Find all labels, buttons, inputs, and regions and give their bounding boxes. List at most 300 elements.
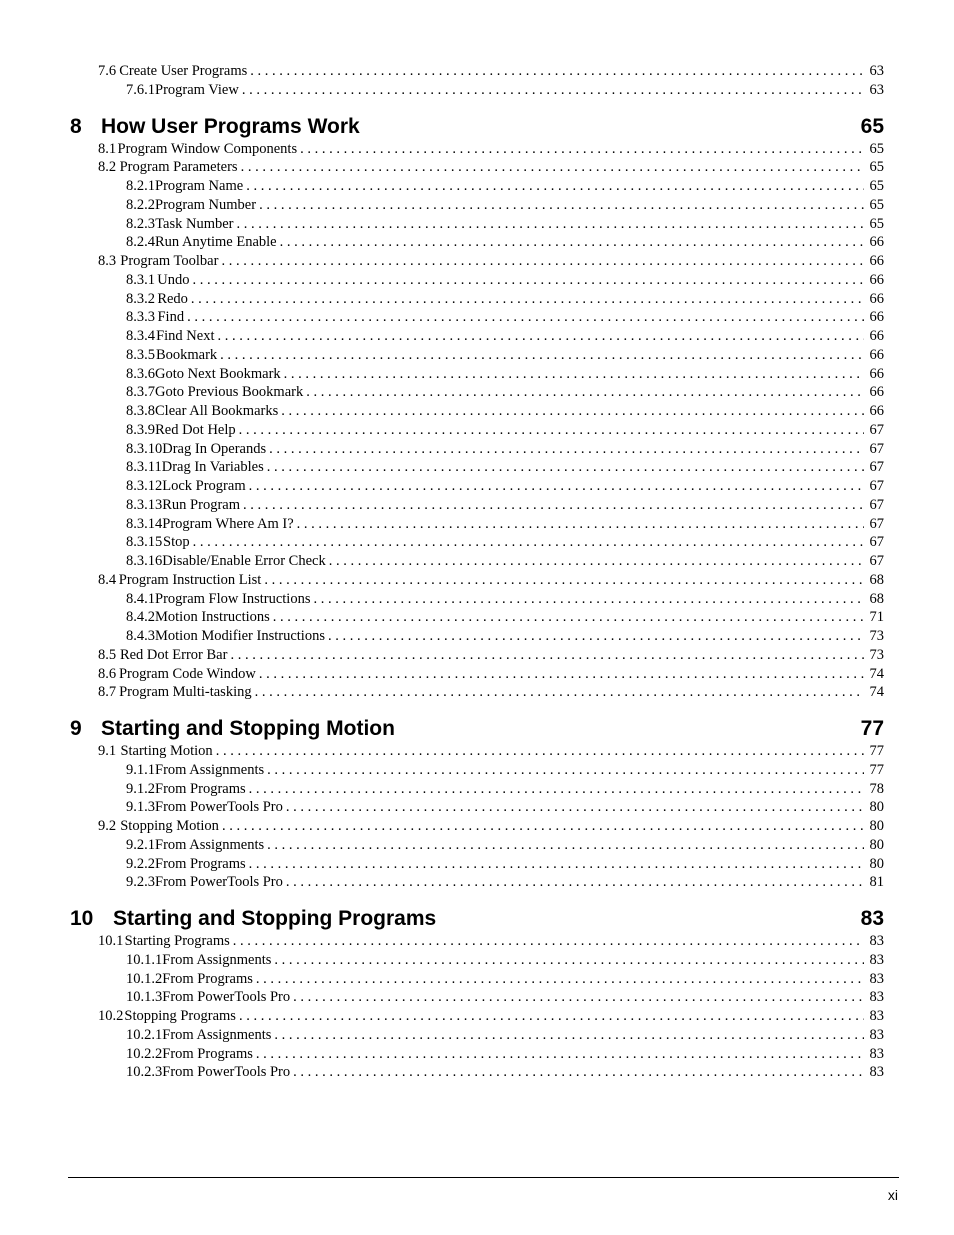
dot-leader [187,308,864,327]
toc-entry-page: 65 [869,196,884,213]
toc-entry-line [126,970,884,989]
toc-entry-title: Task Number [155,215,234,232]
toc-entry-page: 83 [869,933,884,949]
toc-entry-number: 10.2.2 [126,1045,163,1062]
toc-entry-line [126,951,884,970]
toc-entry-number: 8.4 [98,571,117,588]
toc-entry-title: Run Anytime Enable [155,234,277,251]
toc-entry-page: 65 [869,178,884,194]
dot-leader [243,496,864,515]
toc-subsection-entry[interactable] [70,177,884,196]
toc-entry-title: Goto Previous Bookmark [155,384,304,401]
toc-entry-title: Redo [157,290,188,307]
dot-leader [239,421,864,440]
toc-entry-line [98,140,884,159]
toc-entry-page: 71 [869,609,884,626]
toc-entry-page: 83 [869,1008,884,1024]
toc-entry-title: Motion Modifier Instructions [155,628,325,644]
chapter-title: Starting and Stopping Programs [113,907,437,930]
toc-entry-line [126,458,884,477]
toc-entry-page: 73 [869,628,884,644]
table-of-contents [70,62,884,1082]
toc-subsection-entry[interactable] [70,496,884,515]
toc-entry-page: 77 [869,761,884,778]
footer-rule [68,1177,899,1178]
toc-entry-page: 74 [869,665,884,682]
toc-section-entry[interactable] [70,665,884,684]
toc-entry-number: 8.3.11 [126,459,162,476]
toc-entry-title: Red Dot Help [155,421,236,438]
dot-leader [286,873,864,892]
toc-entry-title: From Assignments [162,951,272,968]
toc-section-entry[interactable] [70,742,884,761]
toc-entry-number: 8.3.3 [126,309,155,326]
toc-entry-line [126,421,884,440]
toc-entry-page: 83 [869,951,884,968]
toc-entry-page: 83 [869,970,884,987]
toc-subsection-entry[interactable] [70,855,884,874]
toc-entry-number: 8.3 [98,253,117,269]
toc-subsection-entry[interactable] [70,215,884,234]
toc-subsection-entry[interactable] [70,1063,884,1082]
toc-entry-title: Program Code Window [118,665,256,682]
toc-entry-page: 65 [869,159,884,176]
toc-entry-number: 7.6 [98,63,117,79]
dot-leader [293,988,864,1007]
toc-subsection-entry[interactable] [70,951,884,970]
toc-entry-line [126,477,884,496]
toc-entry-title: From Assignments [155,836,265,853]
toc-subsection-entry[interactable] [70,836,884,855]
toc-entry-line [98,932,884,951]
toc-entry-title: Program Flow Instructions [155,590,311,607]
toc-entry-line [126,215,884,234]
chapter-label [70,716,395,742]
toc-entry-page: 83 [869,1026,884,1043]
toc-subsection-entry[interactable] [70,346,884,365]
toc-entry-title: From Programs [162,970,253,987]
chapter-title: Starting and Stopping Motion [101,717,395,740]
toc-entry-number: 9.2.1 [126,836,155,853]
dot-leader [259,196,864,215]
toc-entry-number: 7.6.1 [126,81,155,98]
toc-section-entry[interactable] [70,1007,884,1026]
toc-entry-page: 67 [869,478,884,494]
toc-entry-title: From PowerTools Pro [155,799,283,816]
toc-entry-number: 8.5 [98,646,117,663]
toc-entry-page: 78 [869,780,884,797]
toc-entry-line [126,177,884,196]
toc-subsection-entry[interactable] [70,798,884,817]
toc-entry-number: 9.1.3 [126,799,155,816]
toc-subsection-entry[interactable] [70,327,884,346]
toc-subsection-entry[interactable] [70,290,884,309]
toc-section-entry[interactable] [70,646,884,665]
toc-entry-number: 10.2 [98,1008,124,1024]
toc-entry-number: 10.1.2 [126,970,163,987]
toc-entry-line [126,308,884,327]
toc-entry-number: 8.2 [98,159,117,176]
toc-entry-page: 66 [869,365,884,382]
toc-subsection-entry[interactable] [70,458,884,477]
toc-entry-line [126,383,884,402]
toc-entry-page: 67 [869,534,884,551]
dot-leader [274,1026,864,1045]
chapter-number: 10 [70,907,94,930]
toc-entry-title: Program Toolbar [120,253,219,269]
toc-entry-line [126,327,884,346]
toc-entry-title: Disable/Enable Error Check [162,553,326,569]
toc-entry-line [126,533,884,552]
toc-chapter-heading[interactable] [70,716,884,742]
toc-subsection-entry[interactable] [70,627,884,646]
toc-entry-number: 8.3.1 [126,271,155,288]
dot-leader [269,440,864,459]
dot-leader [286,798,864,817]
dot-leader [222,817,864,836]
toc-entry-number: 8.3.16 [126,553,163,569]
toc-entry-line [126,608,884,627]
toc-entry-title: Red Dot Error Bar [119,646,228,663]
toc-entry-line [126,873,884,892]
toc-section-entry[interactable] [70,817,884,836]
toc-entry-line [98,158,884,177]
toc-subsection-entry[interactable] [70,515,884,534]
toc-entry-page: 80 [869,836,884,853]
toc-entry-title: From Programs [155,855,246,872]
toc-entry-line [126,271,884,290]
toc-entry-title: Program Window Components [117,140,298,157]
toc-entry-number: 8.2.1 [126,178,155,194]
toc-entry-title: Find [157,309,185,326]
toc-entry-title: Motion Instructions [155,609,270,626]
toc-entry-number: 8.3.9 [126,421,155,438]
toc-entry-line [126,780,884,799]
toc-entry-number: 9.2 [98,818,117,834]
toc-entry-number: 8.3.8 [126,403,155,419]
toc-entry-title: Undo [157,271,190,288]
toc-entry-line [126,496,884,515]
toc-subsection-entry[interactable] [70,477,884,496]
toc-entry-page: 81 [869,874,884,891]
toc-entry-line [98,665,884,684]
toc-entry-number: 9.1.1 [126,761,155,778]
toc-entry-line [98,646,884,665]
toc-entry-number: 9.2.2 [126,855,155,872]
toc-entry-number: 9.1 [98,743,117,759]
toc-entry-line [126,761,884,780]
toc-entry-line [98,571,884,590]
toc-entry-title: Program Number [155,196,257,213]
dot-leader [242,81,864,100]
dot-leader [220,346,864,365]
toc-subsection-entry[interactable] [70,552,884,571]
toc-subsection-entry[interactable] [70,365,884,384]
toc-entry-page: 68 [869,590,884,607]
toc-entry-title: Starting Motion [120,743,213,759]
dot-leader [191,290,864,309]
toc-entry-title: Bookmark [155,346,218,363]
toc-entry-title: From PowerTools Pro [162,989,291,1006]
toc-subsection-entry[interactable] [70,196,884,215]
toc-subsection-entry[interactable] [70,383,884,402]
toc-entry-line [126,1063,884,1082]
page-number: xi [887,1187,898,1203]
toc-entry-page: 66 [869,384,884,401]
toc-entry-title: Stop [163,534,190,551]
dot-leader [239,1007,864,1026]
toc-entry-number: 10.1.1 [126,951,163,968]
toc-entry-number: 8.2.2 [126,196,155,213]
toc-section-entry[interactable] [70,932,884,951]
toc-entry-title: Program Name [155,178,244,194]
toc-entry-line [126,346,884,365]
toc-entry-page: 67 [869,496,884,513]
toc-entry-page: 80 [869,799,884,816]
toc-entry-title: Starting Programs [124,933,230,949]
toc-entry-line [126,627,884,646]
toc-subsection-entry[interactable] [70,590,884,609]
toc-entry-page: 66 [869,234,884,251]
toc-subsection-entry[interactable] [70,1045,884,1064]
toc-entry-number: 8.3.13 [126,496,163,513]
toc-entry-line [98,742,884,761]
toc-entry-line [126,1045,884,1064]
toc-entry-title: Goto Next Bookmark [155,365,281,382]
toc-entry-page: 73 [869,646,884,663]
toc-entry-number: 8.7 [98,684,117,701]
toc-entry-number: 8.3.6 [126,365,155,382]
toc-entry-line [126,233,884,252]
dot-leader [233,932,864,951]
chapter-page: 65 [860,114,884,138]
dot-leader [274,951,864,970]
toc-entry-page: 65 [869,140,884,157]
toc-entry-number: 10.2.3 [126,1064,163,1081]
toc-entry-page: 67 [869,553,884,569]
toc-entry-page: 67 [869,440,884,457]
toc-entry-line [126,365,884,384]
dot-leader [250,62,864,81]
toc-entry-line [126,1026,884,1045]
dot-leader [256,970,864,989]
toc-entry-number: 10.1 [98,933,124,949]
dot-leader [313,590,864,609]
toc-entry-line [126,515,884,534]
chapter-title: How User Programs Work [101,114,360,138]
toc-entry-title: Create User Programs [119,63,248,79]
dot-leader [306,383,864,402]
chapter-number: 9 [70,717,82,740]
dot-leader [256,1045,864,1064]
toc-entry-line [126,836,884,855]
toc-entry-page: 74 [869,684,884,701]
toc-entry-line [126,290,884,309]
dot-leader [281,402,864,421]
dot-leader [255,683,864,702]
dot-leader [300,140,864,159]
dot-leader [273,608,864,627]
dot-leader [249,477,864,496]
chapter-label [70,906,436,932]
toc-entry-title: Program Instruction List [118,571,262,588]
toc-entry-line [98,252,884,271]
toc-entry-title: From PowerTools Pro [162,1064,291,1081]
toc-entry-line [126,402,884,421]
toc-entry-number: 10.2.1 [126,1026,163,1043]
toc-entry-page: 66 [869,309,884,326]
toc-entry-number: 8.2.4 [126,234,155,251]
chapter-label [70,114,360,140]
toc-entry-page: 66 [869,253,884,269]
toc-entry-page: 80 [869,855,884,872]
toc-entry-line [98,683,884,702]
toc-entry-number: 8.3.7 [126,384,155,401]
toc-entry-line [126,798,884,817]
toc-entry-title: Lock Program [162,478,246,494]
toc-entry-title: Find Next [156,328,215,344]
dot-leader [267,458,864,477]
toc-subsection-entry[interactable] [70,780,884,799]
dot-leader [249,855,864,874]
toc-entry-title: Stopping Motion [120,818,219,834]
dot-leader [192,271,864,290]
toc-entry-page: 66 [869,346,884,363]
toc-entry-title: From Programs [155,780,246,797]
toc-entry-page: 83 [869,1045,884,1062]
toc-subsection-entry[interactable] [70,421,884,440]
toc-subsection-entry[interactable] [70,271,884,290]
toc-entry-number: 8.3.4 [126,328,155,344]
toc-entry-page: 66 [869,328,884,344]
toc-subsection-entry[interactable] [70,402,884,421]
toc-entry-number: 10.1.3 [126,989,163,1006]
toc-entry-title: From Assignments [155,761,265,778]
toc-chapter-heading[interactable] [70,114,884,140]
toc-entry-line [98,62,884,81]
toc-entry-number: 8.3.12 [126,478,163,494]
toc-entry-line [126,988,884,1007]
dot-leader [237,215,864,234]
toc-subsection-entry[interactable] [70,761,884,780]
toc-entry-page: 65 [869,215,884,232]
dot-leader [284,365,864,384]
toc-entry-line [126,552,884,571]
toc-entry-line [126,855,884,874]
toc-entry-page: 66 [869,271,884,288]
toc-entry-number: 8.4.2 [126,609,155,626]
chapter-number: 8 [70,114,82,138]
toc-section-entry[interactable] [70,571,884,590]
toc-entry-page: 63 [869,81,884,98]
toc-subsection-entry[interactable] [70,233,884,252]
toc-subsection-entry[interactable] [70,440,884,459]
toc-subsection-entry[interactable] [70,533,884,552]
toc-entry-number: 8.2.3 [126,215,155,232]
toc-entry-title: Program View [155,81,239,98]
toc-entry-title: From Programs [162,1045,253,1062]
toc-entry-number: 9.1.2 [126,780,155,797]
toc-entry-page: 66 [869,403,884,419]
dot-leader [216,742,864,761]
toc-entry-number: 8.4.1 [126,590,155,607]
dot-leader [264,571,864,590]
toc-entry-page: 68 [869,571,884,588]
toc-entry-number: 8.1 [98,140,117,157]
toc-entry-page: 77 [869,743,884,759]
toc-entry-number: 8.3.15 [126,534,163,551]
dot-leader [217,327,864,346]
toc-entry-page: 67 [869,459,884,476]
dot-leader [193,533,864,552]
dot-leader [249,780,864,799]
dot-leader [293,1063,864,1082]
toc-chapter-heading[interactable] [70,906,884,932]
toc-entry-page: 66 [869,290,884,307]
toc-entry-title: Stopping Programs [124,1008,236,1024]
toc-subsection-entry[interactable] [70,308,884,327]
dot-leader [259,665,864,684]
dot-leader [328,627,864,646]
toc-entry-title: Run Program [162,496,240,513]
toc-entry-page: 83 [869,989,884,1006]
toc-entry-title: Clear All Bookmarks [155,403,279,419]
toc-entry-title: Drag In Variables [161,459,264,476]
toc-entry-line [126,196,884,215]
toc-entry-number: 8.3.5 [126,346,155,363]
toc-entry-page: 67 [869,515,884,532]
chapter-page: 83 [860,907,884,930]
dot-leader [280,233,864,252]
toc-entry-number: 8.6 [98,665,117,682]
dot-leader [297,515,864,534]
toc-entry-number: 9.2.3 [126,874,155,891]
toc-entry-title: From Assignments [162,1026,272,1043]
toc-section-entry[interactable] [70,252,884,271]
toc-entry-page: 67 [869,421,884,438]
toc-entry-title: Program Multi-tasking [119,684,252,701]
toc-subsection-entry[interactable] [70,81,884,100]
toc-section-entry[interactable] [70,140,884,159]
chapter-page: 77 [860,717,884,740]
dot-leader [241,158,864,177]
toc-section-entry[interactable] [70,158,884,177]
toc-entry-line [126,590,884,609]
toc-subsection-entry[interactable] [70,988,884,1007]
dot-leader [221,252,864,271]
dot-leader [267,761,864,780]
toc-entry-page: 83 [869,1064,884,1081]
toc-entry-number: 8.3.10 [126,440,163,457]
toc-section-entry[interactable] [70,62,884,81]
toc-section-entry[interactable] [70,683,884,702]
toc-subsection-entry[interactable] [70,873,884,892]
toc-entry-page: 63 [869,63,884,79]
toc-entry-title: Program Parameters [119,159,238,176]
toc-entry-title: Drag In Operands [162,440,267,457]
toc-entry-title: From PowerTools Pro [155,874,283,891]
toc-subsection-entry[interactable] [70,608,884,627]
dot-leader [230,646,864,665]
dot-leader [329,552,864,571]
toc-entry-title: Program Where Am I? [162,515,294,532]
toc-entry-number: 8.4.3 [126,628,155,644]
toc-entry-line [98,1007,884,1026]
toc-subsection-entry[interactable] [70,1026,884,1045]
toc-entry-line [98,817,884,836]
toc-subsection-entry[interactable] [70,970,884,989]
toc-entry-line [126,440,884,459]
